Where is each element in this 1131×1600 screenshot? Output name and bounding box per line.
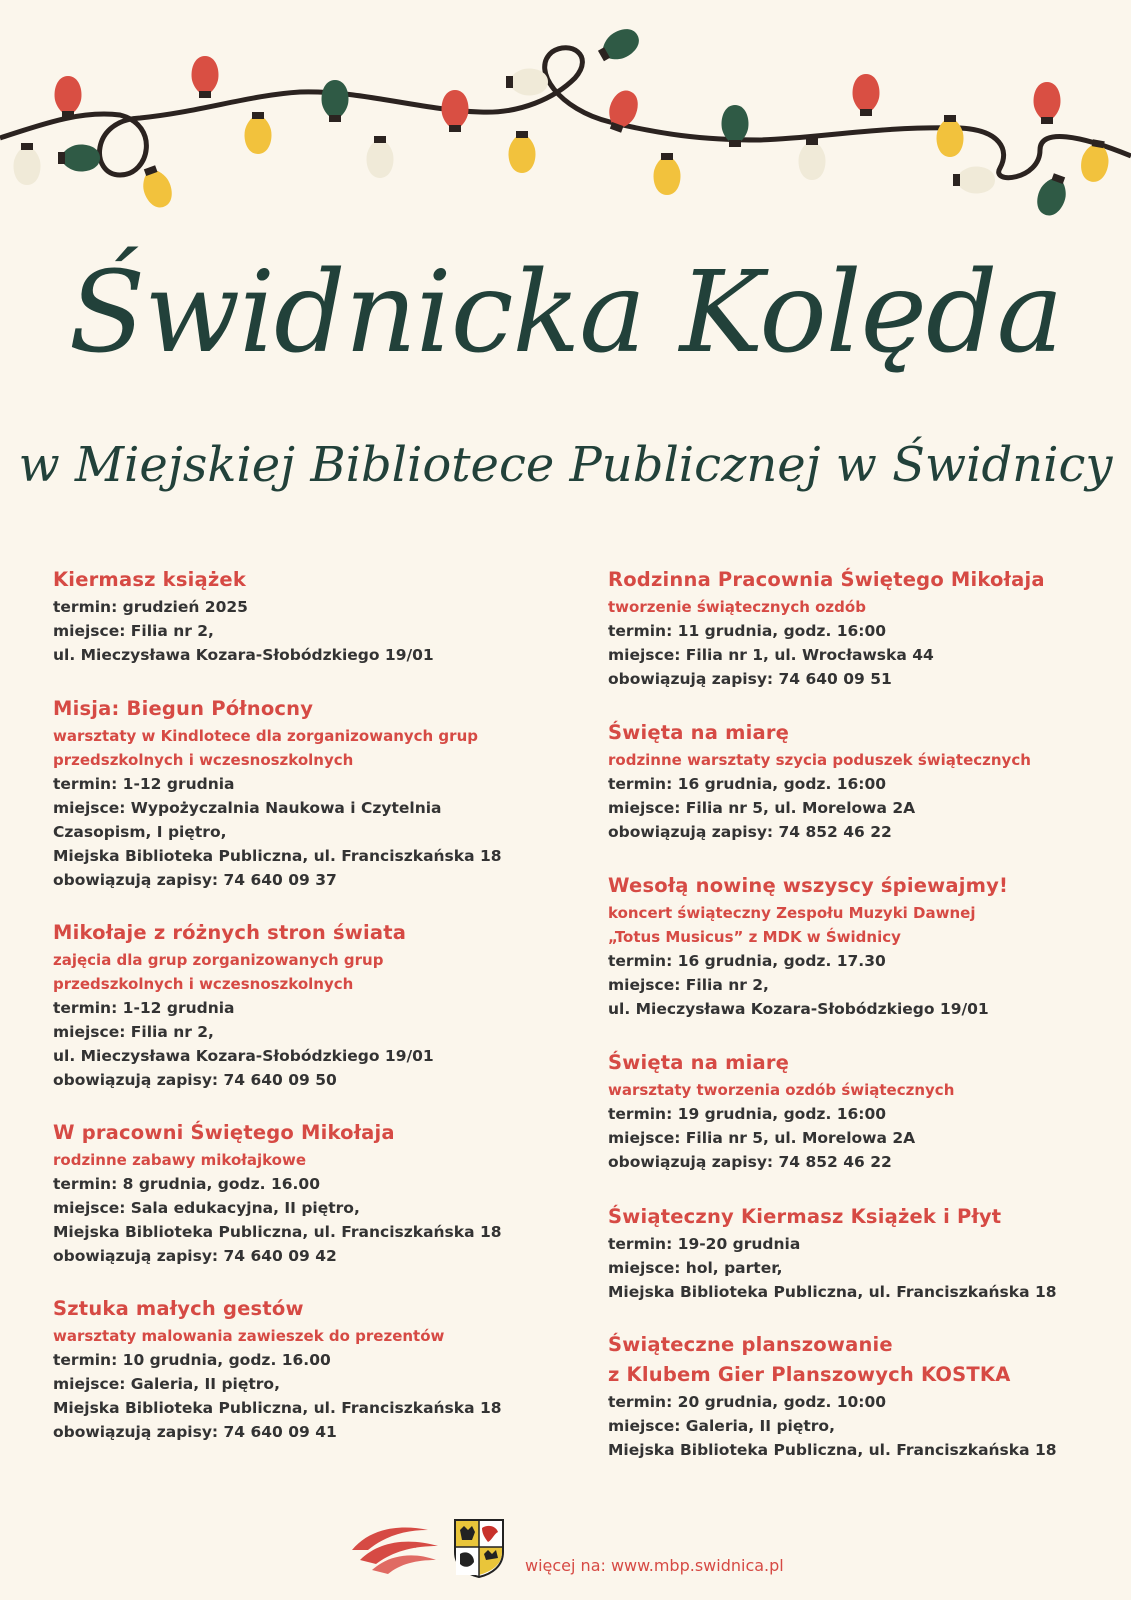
event-detail: miejsce: Galeria, II piętro, bbox=[608, 1417, 835, 1435]
light-bulb-icon bbox=[1032, 171, 1072, 220]
event-subtitle: warsztaty w Kindlotece dla zorganizowanych grup bbox=[53, 727, 478, 745]
event-detail: termin: 16 grudnia, godz. 16:00 bbox=[608, 775, 887, 793]
event-detail: miejsce: Galeria, II piętro, bbox=[53, 1375, 280, 1393]
event-detail: termin: 10 grudnia, godz. 16.00 bbox=[53, 1351, 331, 1369]
event-detail: termin: 8 grudnia, godz. 16.00 bbox=[53, 1175, 320, 1193]
event-title: W pracowni Świętego Mikołaja bbox=[53, 1121, 395, 1144]
event-detail: miejsce: Filia nr 5, ul. Morelowa 2A bbox=[608, 1129, 916, 1147]
event-title: Święta na miarę bbox=[608, 721, 790, 744]
event-detail: termin: grudzień 2025 bbox=[53, 598, 248, 616]
light-bulb-icon bbox=[137, 163, 177, 212]
event-title: z Klubem Gier Planszowych KOSTKA bbox=[608, 1363, 1011, 1386]
event-title: Kiermasz książek bbox=[53, 568, 247, 591]
event-detail: obowiązują zapisy: 74 640 09 51 bbox=[608, 670, 892, 688]
event-detail: obowiązują zapisy: 74 640 09 42 bbox=[53, 1247, 337, 1265]
page-title: Świdnicka Kolęda bbox=[68, 248, 1063, 378]
light-bulb-icon bbox=[654, 153, 681, 195]
event-item bbox=[53, 1294, 553, 1444]
light-bulb-icon bbox=[799, 138, 826, 180]
light-bulb-icon bbox=[506, 69, 548, 96]
light-bulb-icon bbox=[1034, 82, 1061, 124]
event-subtitle: warsztaty malowania zawieszek do prezentów bbox=[53, 1327, 445, 1345]
event-title: Rodzinna Pracownia Świętego Mikołaja bbox=[608, 568, 1045, 591]
light-bulb-icon bbox=[937, 115, 964, 157]
event-detail: obowiązują zapisy: 74 852 46 22 bbox=[608, 823, 892, 841]
event-item bbox=[53, 694, 553, 892]
garland-wire bbox=[0, 48, 1131, 178]
event-subtitle: rodzinne zabawy mikołajkowe bbox=[53, 1151, 307, 1169]
event-detail: Miejska Biblioteka Publiczna, ul. Franciszkańska 18 bbox=[53, 1223, 502, 1241]
event-detail: termin: 16 grudnia, godz. 17.30 bbox=[608, 952, 886, 970]
light-bulb-icon bbox=[322, 80, 349, 122]
event-detail: miejsce: Filia nr 1, ul. Wrocławska 44 bbox=[608, 646, 934, 664]
event-subtitle: przedszkolnych i wczesnoszkolnych bbox=[53, 975, 354, 993]
light-bulb-icon bbox=[509, 131, 536, 173]
event-detail: termin: 20 grudnia, godz. 10:00 bbox=[608, 1393, 887, 1411]
event-detail: miejsce: Sala edukacyjna, II piętro, bbox=[53, 1199, 360, 1217]
light-bulb-icon bbox=[58, 145, 100, 172]
event-detail: miejsce: Filia nr 2, bbox=[53, 622, 214, 640]
event-detail: miejsce: Filia nr 2, bbox=[608, 976, 769, 994]
event-detail: ul. Mieczysława Kozara-Słobódzkiego 19/01 bbox=[608, 1000, 989, 1018]
event-subtitle: koncert świąteczny Zespołu Muzyki Dawnej bbox=[608, 904, 976, 922]
event-title: Wesołą nowinę wszyscy śpiewajmy! bbox=[608, 874, 1009, 897]
event-detail: Miejska Biblioteka Publiczna, ul. Franciszkańska 18 bbox=[608, 1441, 1057, 1459]
library-logo-icon bbox=[350, 1520, 442, 1575]
event-title: Misja: Biegun Północny bbox=[53, 697, 314, 720]
event-detail: miejsce: hol, parter, bbox=[608, 1259, 783, 1277]
event-detail: obowiązują zapisy: 74 640 09 37 bbox=[53, 871, 337, 889]
event-item bbox=[608, 871, 1113, 1021]
website-link[interactable]: więcej na: www.mbp.swidnica.pl bbox=[525, 1556, 784, 1575]
event-detail: obowiązują zapisy: 74 852 46 22 bbox=[608, 1153, 892, 1171]
event-subtitle: „Totus Musicus” z MDK w Świdnicy bbox=[608, 928, 901, 946]
event-detail: termin: 19 grudnia, godz. 16:00 bbox=[608, 1105, 887, 1123]
event-item bbox=[53, 1118, 553, 1268]
light-bulb-icon bbox=[594, 23, 644, 67]
event-detail: miejsce: Filia nr 2, bbox=[53, 1023, 214, 1041]
event-title: Mikołaje z różnych stron świata bbox=[53, 921, 407, 944]
christmas-lights-garland bbox=[0, 0, 1131, 220]
event-item bbox=[53, 918, 553, 1092]
event-detail: ul. Mieczysława Kozara-Słobódzkiego 19/01 bbox=[53, 646, 434, 664]
events-right-column bbox=[608, 565, 1113, 1462]
event-detail: miejsce: Wypożyczalnia Naukowa i Czytelnia bbox=[53, 799, 442, 817]
light-bulb-icon bbox=[192, 56, 219, 98]
light-bulb-icon bbox=[367, 136, 394, 178]
event-item bbox=[608, 718, 1113, 844]
event-subtitle: przedszkolnych i wczesnoszkolnych bbox=[53, 751, 354, 769]
event-title: Sztuka małych gestów bbox=[53, 1297, 304, 1320]
event-detail: termin: 1-12 grudnia bbox=[53, 775, 235, 793]
light-bulb-icon bbox=[853, 74, 880, 116]
event-subtitle: tworzenie świątecznych ozdób bbox=[608, 598, 866, 616]
light-bulb-icon bbox=[245, 112, 272, 154]
event-detail: obowiązują zapisy: 74 640 09 50 bbox=[53, 1071, 337, 1089]
event-detail: termin: 19-20 grudnia bbox=[608, 1235, 801, 1253]
event-subtitle: rodzinne warsztaty szycia poduszek świątecznych bbox=[608, 751, 1031, 769]
page-subtitle: w Miejskiej Bibliotece Publicznej w Świdnicy bbox=[18, 437, 1113, 493]
event-item bbox=[608, 1048, 1113, 1174]
event-detail: Miejska Biblioteka Publiczna, ul. Franciszkańska 18 bbox=[53, 1399, 502, 1417]
events-left-column bbox=[53, 565, 553, 1444]
event-detail: Czasopism, I piętro, bbox=[53, 823, 227, 841]
event-item bbox=[608, 1202, 1113, 1304]
event-detail: termin: 1-12 grudnia bbox=[53, 999, 235, 1017]
event-subtitle: zajęcia dla grup zorganizowanych grup bbox=[53, 951, 384, 969]
event-detail: obowiązują zapisy: 74 640 09 41 bbox=[53, 1423, 337, 1441]
event-detail: Miejska Biblioteka Publiczna, ul. Franciszkańska 18 bbox=[608, 1283, 1057, 1301]
light-bulb-icon bbox=[953, 167, 995, 194]
event-title: Świąteczny Kiermasz Książek i Płyt bbox=[608, 1205, 1002, 1228]
event-title: Święta na miarę bbox=[608, 1051, 790, 1074]
light-bulb-icon bbox=[55, 76, 82, 118]
light-bulb-icon bbox=[14, 143, 41, 185]
event-detail: ul. Mieczysława Kozara-Słobódzkiego 19/01 bbox=[53, 1047, 434, 1065]
city-crest-icon bbox=[452, 1518, 506, 1578]
event-detail: Miejska Biblioteka Publiczna, ul. Franciszkańska 18 bbox=[53, 847, 502, 865]
event-detail: miejsce: Filia nr 5, ul. Morelowa 2A bbox=[608, 799, 916, 817]
event-title: Świąteczne planszowanie bbox=[608, 1333, 893, 1356]
light-bulb-icon bbox=[442, 90, 469, 132]
event-item bbox=[53, 565, 553, 667]
event-subtitle: warsztaty tworzenia ozdób świątecznych bbox=[608, 1081, 955, 1099]
event-item bbox=[608, 565, 1113, 691]
event-detail: termin: 11 grudnia, godz. 16:00 bbox=[608, 622, 887, 640]
event-item bbox=[608, 1330, 1113, 1462]
